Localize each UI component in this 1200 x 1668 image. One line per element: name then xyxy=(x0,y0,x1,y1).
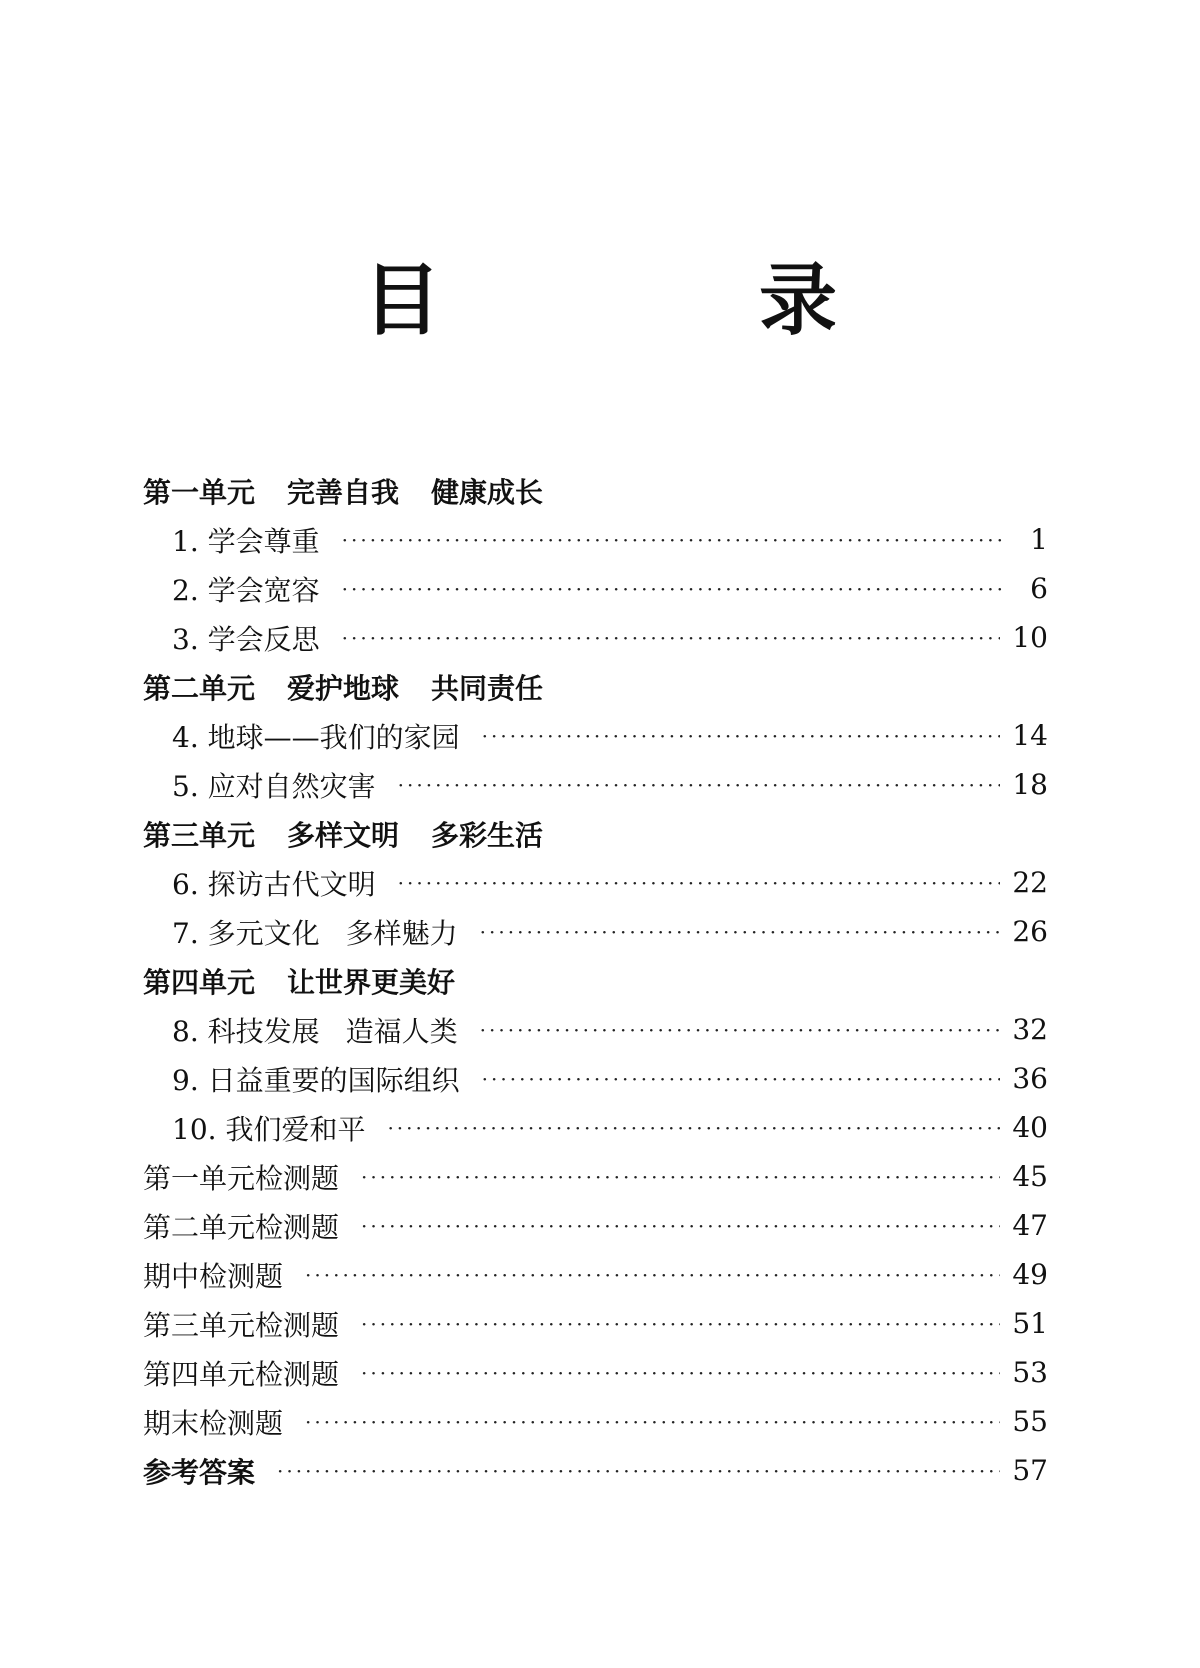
dot-leader xyxy=(361,1214,1000,1238)
toc-entry-test-final[interactable] xyxy=(143,1397,1048,1446)
page-number: 26 xyxy=(1012,915,1048,948)
page-number: 14 xyxy=(1012,719,1048,752)
toc-entry-test-unit-2[interactable] xyxy=(143,1201,1048,1250)
page-number: 18 xyxy=(1012,768,1048,801)
unit-title-part2: 共同责任 xyxy=(431,671,544,705)
dot-leader xyxy=(387,1116,1000,1140)
unit-heading-label xyxy=(143,814,543,854)
page-number: 51 xyxy=(1012,1307,1048,1340)
page-number: 40 xyxy=(1012,1111,1048,1144)
toc-entry-lesson-5[interactable] xyxy=(143,760,1048,809)
toc-entry-label: 1. 学会尊重 xyxy=(172,524,320,558)
unit-title-part1: 让世界更美好 xyxy=(287,965,456,999)
dot-leader xyxy=(342,626,1001,650)
toc-entry-test-midterm[interactable] xyxy=(143,1250,1048,1299)
toc-entry-label: 第二单元检测题 xyxy=(143,1210,340,1244)
toc-entry-label: 7. 多元文化 多样魅力 xyxy=(172,916,458,950)
dot-leader xyxy=(398,773,1001,797)
page-number: 1 xyxy=(1030,523,1048,556)
page-number: 57 xyxy=(1012,1454,1048,1487)
page-number: 45 xyxy=(1012,1160,1048,1193)
toc-entry-label: 期末检测题 xyxy=(143,1406,284,1440)
toc-entry-lesson-1[interactable] xyxy=(143,515,1048,564)
toc-entry-lesson-9[interactable] xyxy=(143,1054,1048,1103)
toc-entry-lesson-6[interactable] xyxy=(143,858,1048,907)
page-number: 36 xyxy=(1012,1062,1048,1095)
toc-entry-lesson-3[interactable] xyxy=(143,613,1048,662)
toc-entry-label: 5. 应对自然灾害 xyxy=(172,769,376,803)
unit-number: 第四单元 xyxy=(143,965,256,999)
toc-entry-label: 第一单元检测题 xyxy=(143,1161,340,1195)
dot-leader xyxy=(277,1459,1000,1483)
toc-entry-label: 第四单元检测题 xyxy=(143,1357,340,1391)
dot-leader xyxy=(480,920,1001,944)
toc-entry-answers[interactable] xyxy=(143,1446,1048,1495)
toc-entry-lesson-2[interactable] xyxy=(143,564,1048,613)
unit-number: 第二单元 xyxy=(143,671,256,705)
unit-number: 第一单元 xyxy=(143,475,256,509)
unit-heading-label xyxy=(143,471,543,511)
toc-entry-label: 10. 我们爱和平 xyxy=(172,1112,366,1146)
unit-heading-4[interactable] xyxy=(143,956,1048,1005)
page-number: 49 xyxy=(1012,1258,1048,1291)
table-of-contents xyxy=(143,466,1048,1495)
dot-leader xyxy=(361,1312,1000,1336)
page-number: 32 xyxy=(1012,1013,1048,1046)
unit-title-part1: 完善自我 xyxy=(287,475,400,509)
unit-title-part2: 多彩生活 xyxy=(431,818,544,852)
page-number: 10 xyxy=(1012,621,1048,654)
page-title: 目 录 xyxy=(362,256,957,346)
unit-title-part2: 健康成长 xyxy=(431,475,544,509)
dot-leader xyxy=(305,1410,1000,1434)
unit-number: 第三单元 xyxy=(143,818,256,852)
toc-entry-test-unit-3[interactable] xyxy=(143,1299,1048,1348)
toc-entry-label: 期中检测题 xyxy=(143,1259,284,1293)
toc-entry-lesson-4[interactable] xyxy=(143,711,1048,760)
toc-entry-label: 9. 日益重要的国际组织 xyxy=(172,1063,460,1097)
toc-entry-lesson-8[interactable] xyxy=(143,1005,1048,1054)
toc-entry-test-unit-1[interactable] xyxy=(143,1152,1048,1201)
unit-heading-label xyxy=(143,667,543,707)
dot-leader xyxy=(305,1263,1000,1287)
toc-entry-label: 2. 学会宽容 xyxy=(172,573,320,607)
dot-leader xyxy=(361,1361,1000,1385)
dot-leader xyxy=(361,1165,1000,1189)
unit-title-part1: 多样文明 xyxy=(287,818,400,852)
toc-entry-test-unit-4[interactable] xyxy=(143,1348,1048,1397)
toc-entry-label: 8. 科技发展 造福人类 xyxy=(172,1014,458,1048)
toc-entry-lesson-10[interactable] xyxy=(143,1103,1048,1152)
unit-heading-1[interactable] xyxy=(143,466,1048,515)
page-number: 22 xyxy=(1012,866,1048,899)
unit-heading-2[interactable] xyxy=(143,662,1048,711)
toc-entry-label: 第三单元检测题 xyxy=(143,1308,340,1342)
unit-title-part1: 爱护地球 xyxy=(287,671,400,705)
page-number: 55 xyxy=(1012,1405,1048,1438)
dot-leader xyxy=(398,871,1001,895)
page-number: 47 xyxy=(1012,1209,1048,1242)
toc-entry-label: 参考答案 xyxy=(143,1455,256,1489)
dot-leader xyxy=(342,577,1006,601)
toc-entry-label: 3. 学会反思 xyxy=(172,622,320,656)
page-number: 53 xyxy=(1012,1356,1048,1389)
page-number: 6 xyxy=(1030,572,1048,605)
dot-leader xyxy=(342,528,1006,552)
dot-leader xyxy=(482,724,1001,748)
toc-entry-label: 6. 探访古代文明 xyxy=(172,867,376,901)
toc-entry-lesson-7[interactable] xyxy=(143,907,1048,956)
unit-heading-label xyxy=(143,961,455,1001)
dot-leader xyxy=(480,1018,1001,1042)
dot-leader xyxy=(482,1067,1001,1091)
toc-entry-label: 4. 地球——我们的家园 xyxy=(172,720,460,754)
unit-heading-3[interactable] xyxy=(143,809,1048,858)
